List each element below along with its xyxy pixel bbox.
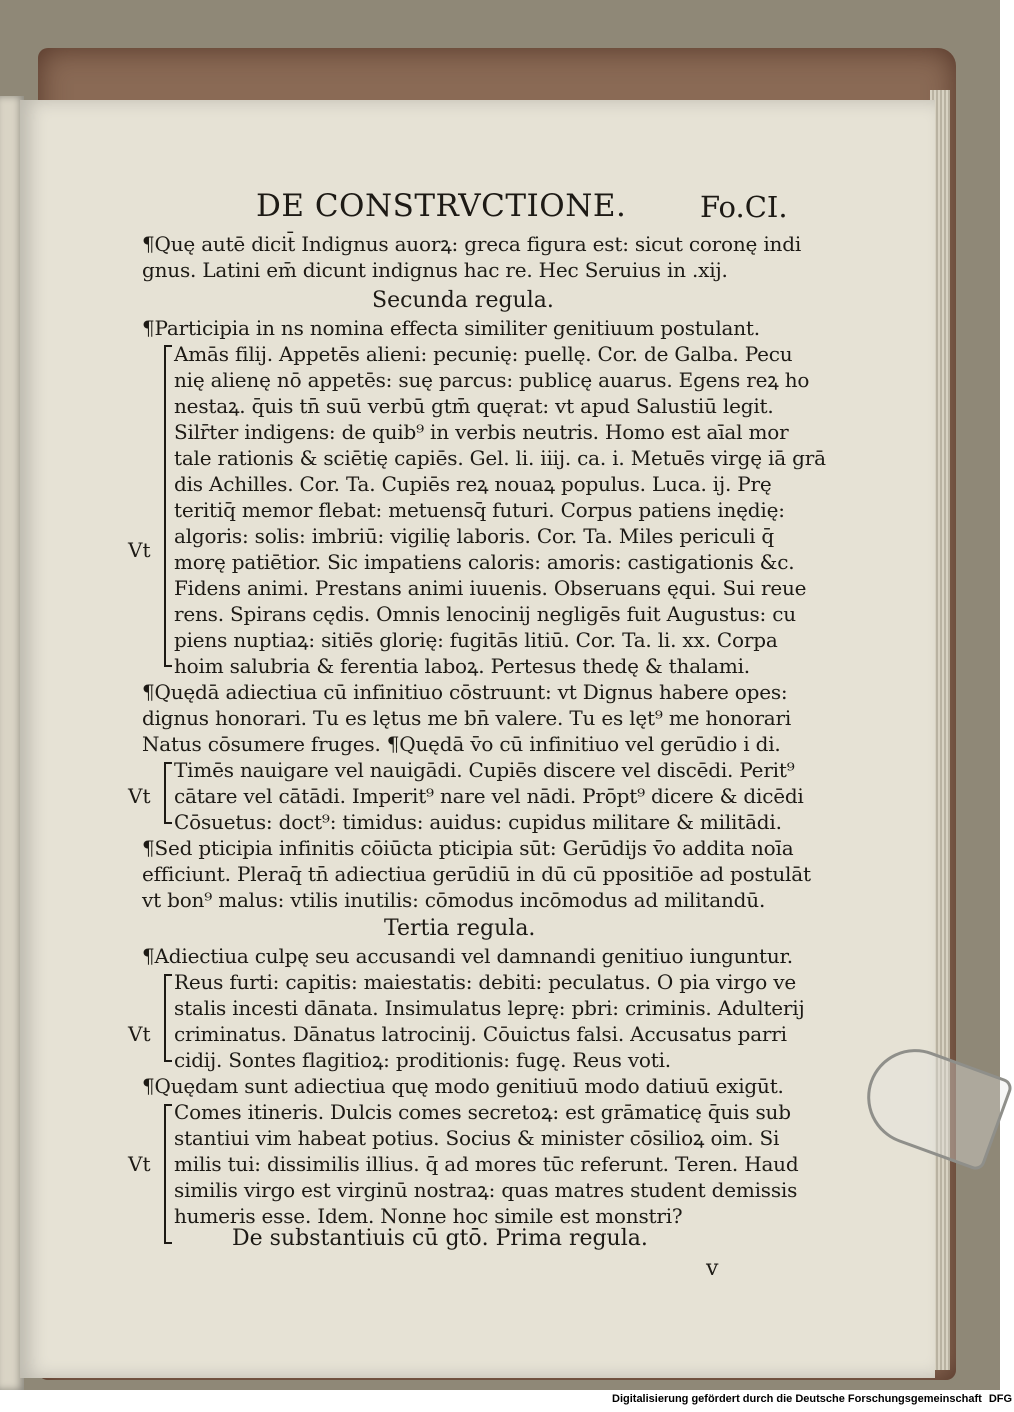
text-line: Fidens animi. Prestans animi iuuenis. Obseruans ęqui. Sui reue xyxy=(174,576,807,600)
text-line: dignus honorari. Tu es lętus me bn̄ valere. Tu es lęt⁹ me honorari xyxy=(142,706,792,730)
rule-heading: De substantiuis cū gtō. Prima regula. xyxy=(232,1226,648,1251)
margin-ut: Vt xyxy=(128,538,151,562)
text-line: morę patiētior. Sic impatiens caloris: amoris: castigationis &c. xyxy=(174,550,795,574)
text-line: Amās filij. Appetēs alieni: pecunię: puellę. Cor. de Galba. Pecu xyxy=(174,342,793,366)
text-line: milis tui: dissimilis illius. q̄ ad mores tūc referunt. Teren. Haud xyxy=(174,1152,799,1176)
text-line: nię alienę nō appetēs: suę parcus: publicę auarus. Egens reꝝ ho xyxy=(174,368,810,392)
text-line: stantiui vim habeat potius. Socius & minister cōsilioꝝ oim. Si xyxy=(174,1126,780,1150)
text-line: teritiq̄ memor flebat: metuensq̄ futuri. Corpus patiens inędię: xyxy=(174,498,785,522)
text-line: Natus cōsumere fruges. ¶Quędā v̄o cū infinitiuo vel gerūdio i di. xyxy=(142,732,781,756)
margin-ut: Vt xyxy=(128,784,151,808)
text-line: Silr̄ter indigens: de quib⁹ in verbis neutris. Homo est aīal mor xyxy=(174,420,789,444)
bracket xyxy=(164,974,172,1062)
text-line: tale rationis & sciētię capiēs. Gel. li. iiij. ca. i. Metuēs virgę iā grā xyxy=(174,446,826,470)
text-line: Timēs nauigare vel nauigādi. Cupiēs discere vel discēdi. Perit⁹ xyxy=(174,758,795,782)
text-line: cātare vel cātādi. Imperit⁹ nare vel nādi. Prōpt⁹ dicere & dicēdi xyxy=(174,784,804,808)
text-line: rens. Spirans cędis. Omnis lenocinij negligēs fuit Augustus: cu xyxy=(174,602,796,626)
text-line: ¶Quędā adiectiua cū infinitiuo cōstruunt: vt Dignus habere opes: xyxy=(142,680,788,704)
text-line: ¶Sed pticipia infinitis cōiūcta pticipia sūt: Gerūdijs v̄o addita noīa xyxy=(142,836,794,860)
bracket xyxy=(164,1104,172,1244)
text-line: stalis incesti dānata. Insimulatus leprę: pbri: criminis. Adulterij xyxy=(174,996,805,1020)
text-line: dis Achilles. Cor. Ta. Cupiēs reꝝ nouaꝝ populus. Luca. ij. Prę xyxy=(174,472,772,496)
text-line: Comes itineris. Dulcis comes secretoꝝ: est grāmaticę q̄uis sub xyxy=(174,1100,791,1124)
bracket xyxy=(164,345,172,667)
dfg-logo: DFG xyxy=(988,1393,1013,1405)
text-line: efficiunt. Pleraq̄ tn̄ adiectiua gerūdiū in dū cū ppositiōe ad postulāt xyxy=(142,862,811,886)
text-line: ¶Adiectiua culpę seu accusandi vel damnandi genitiuo iunguntur. xyxy=(142,944,793,968)
text-line: cidij. Sontes flagitioꝝ: proditionis: fugę. Reus voti. xyxy=(174,1048,671,1072)
text-line: Cōsuetus: doct⁹: timidus: auidus: cupidus militare & militādi. xyxy=(174,810,782,834)
text-line: humeris esse. Idem. Nonne hoc simile est monstri? xyxy=(174,1204,683,1228)
text-line: vt bon⁹ malus: vtilis inutilis: cōmodus incōmodus ad militandū. xyxy=(142,888,766,912)
text-line: criminatus. Dānatus latrocinij. Cōuictus falsi. Accusatus parri xyxy=(174,1022,787,1046)
text-line: piens nuptiaꝝ: sitiēs glorię: fugitās litiū. Cor. Ta. li. xx. Corpa xyxy=(174,628,778,652)
text-line: algoris: solis: imbriū: vigilię laboris. Cor. Ta. Miles periculi q̄ xyxy=(174,524,775,548)
text-line: ¶Quędam sunt adiectiua quę modo genitiuū modo datiuū exigūt. xyxy=(142,1074,784,1098)
rule-heading: Tertia regula. xyxy=(384,916,536,941)
margin-ut: Vt xyxy=(128,1152,151,1176)
footer-text: Digitalisierung gefördert durch die Deutsche Forschungsgemeinschaft xyxy=(612,1393,982,1405)
signature-mark: v xyxy=(706,1256,719,1281)
text-line: ¶Participia in ns nomina effecta similiter genitiuum postulant. xyxy=(142,316,760,340)
text-line: hoim salubria & ferentia laboꝝ. Pertesus thedę & thalami. xyxy=(174,654,750,678)
text-line: nestaꝝ. q̄uis tn̄ suū verbū gtm̄ quęrat: vt apud Salustiū legit. xyxy=(174,394,774,418)
rule-heading: Secunda regula. xyxy=(372,288,554,313)
text-line: similis virgo est virginū nostraꝝ: quas matres student demissis xyxy=(174,1178,798,1202)
text-line: ¶Quę autē dicit̄ Indignus auorꝝ: greca figura est: sicut coronę indi xyxy=(142,232,802,256)
margin-ut: Vt xyxy=(128,1022,151,1046)
text-line: Reus furti: capitis: maiestatis: debiti: peculatus. O pia virgo ve xyxy=(174,970,796,994)
page-title: DE CONSTRVCTIONE. xyxy=(256,188,627,224)
bracket xyxy=(164,762,172,824)
text-line: gnus. Latini em̄ dicunt indignus hac re. Hec Seruius in .xij. xyxy=(142,258,728,282)
footer-credit xyxy=(612,1393,1012,1405)
folio-number: Fo.CI. xyxy=(700,190,788,224)
